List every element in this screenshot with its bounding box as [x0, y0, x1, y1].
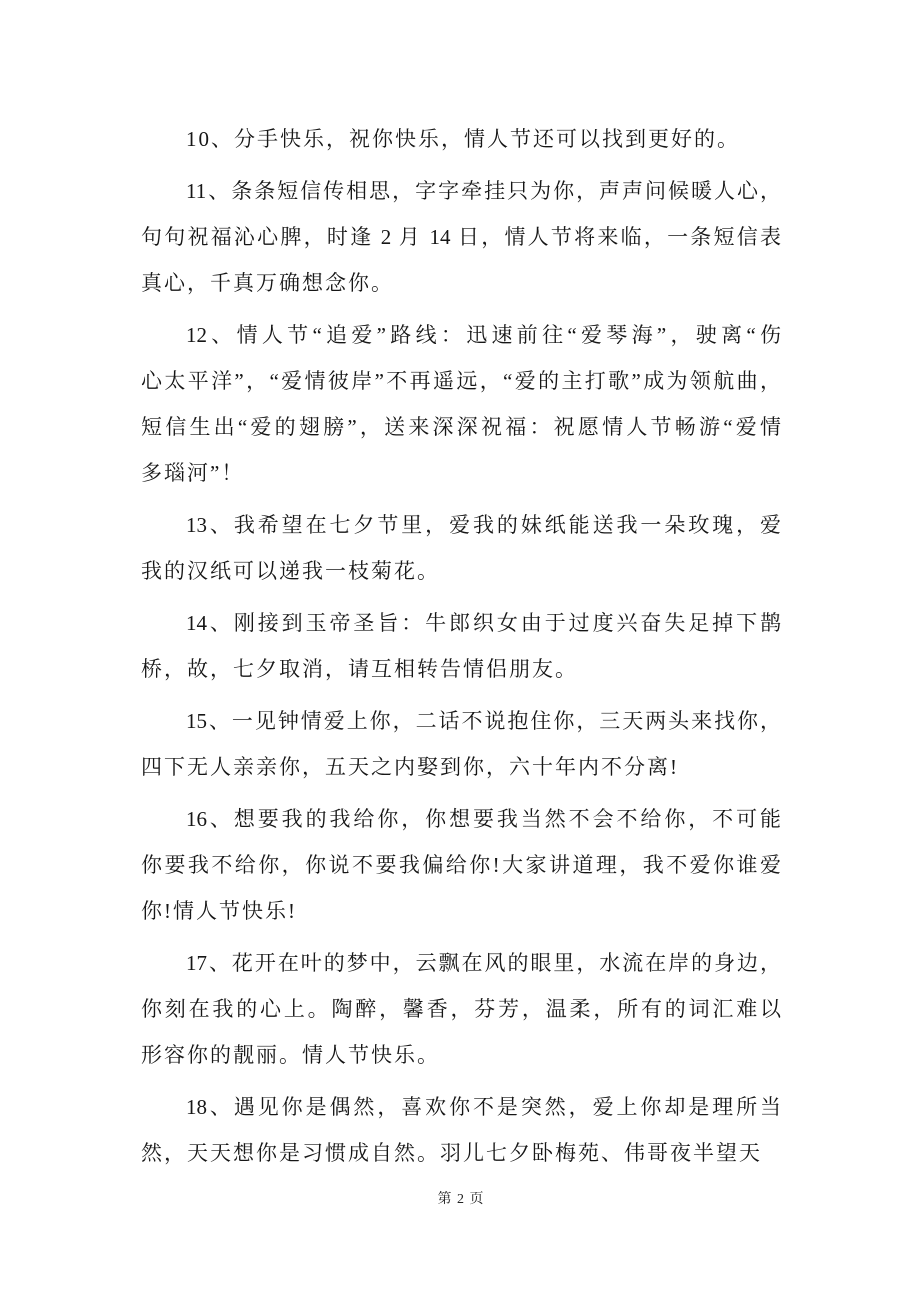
text-line: 桥，故，七夕取消，请互相转告情侣朋友。 — [141, 657, 578, 681]
paragraph — [141, 502, 781, 594]
text-line: 10、分手快乐，祝你快乐，情人节还可以找到更好的。 — [186, 127, 740, 151]
text-line: 11、条条短信传相思，字字牵挂只为你，声声问候暖人心， — [186, 179, 781, 203]
text-line: 真心，千真万确想念你。 — [141, 271, 394, 295]
text-line: 18、遇见你是偶然，喜欢你不是突然，爱上你却是理所当 — [186, 1095, 781, 1119]
text-line: 13、我希望在七夕节里，爱我的妹纸能送我一朵玫瑰，爱 — [186, 513, 781, 537]
text-line: 你刻在我的心上。陶醉，馨香，芬芳，温柔，所有的词汇难以 — [141, 997, 781, 1021]
text-line: 12、情人节“追爱”路线：迅速前往“爱琴海”，驶离“伤 — [186, 323, 781, 347]
text-line: 你要我不给你，你说不要我偏给你!大家讲道理，我不爱你谁爱 — [141, 853, 781, 877]
text-line: 我的汉纸可以递我一枝菊花。 — [141, 559, 440, 583]
paragraph — [141, 940, 781, 1078]
text-line: 心太平洋”，“爱情彼岸”不再遥远，“爱的主打歌”成为领航曲， — [141, 369, 781, 393]
text-line: 形容你的靓丽。情人节快乐。 — [141, 1043, 440, 1067]
paragraph — [141, 1084, 781, 1176]
text-line: 你!情人节快乐! — [141, 899, 297, 923]
paragraph — [141, 600, 781, 692]
text-line: 四下无人亲亲你，五天之内娶到你，六十年内不分离! — [141, 755, 679, 779]
text-line: 句句祝福沁心脾，时逢 2 月 14 日，情人节将来临，一条短信表 — [141, 225, 781, 249]
paragraph — [141, 312, 781, 496]
text-line: 15、一见钟情爱上你，二话不说抱住你，三天两头来找你， — [186, 709, 781, 733]
text-line: 17、花开在叶的梦中，云飘在风的眼里，水流在岸的身边， — [186, 951, 781, 975]
text-line: 然，天天想你是习惯成自然。羽儿七夕卧梅苑、伟哥夜半望天 — [141, 1141, 762, 1165]
paragraph — [141, 796, 781, 934]
page-footer — [141, 1190, 781, 1210]
text-line: 多瑙河”！ — [141, 461, 245, 485]
text-line: 14、刚接到玉帝圣旨：牛郎织女由于过度兴奋失足掉下鹊 — [186, 611, 781, 635]
text-line: 16、想要我的我给你，你想要我当然不会不给你，不可能 — [186, 807, 781, 831]
paragraph — [141, 168, 781, 306]
paragraph — [141, 698, 781, 790]
page-number-label: 第 2 页 — [437, 1192, 485, 1207]
text-line: 短信生出“爱的翅膀”，送来深深祝福：祝愿情人节畅游“爱情 — [141, 415, 781, 439]
paragraph — [141, 116, 781, 162]
